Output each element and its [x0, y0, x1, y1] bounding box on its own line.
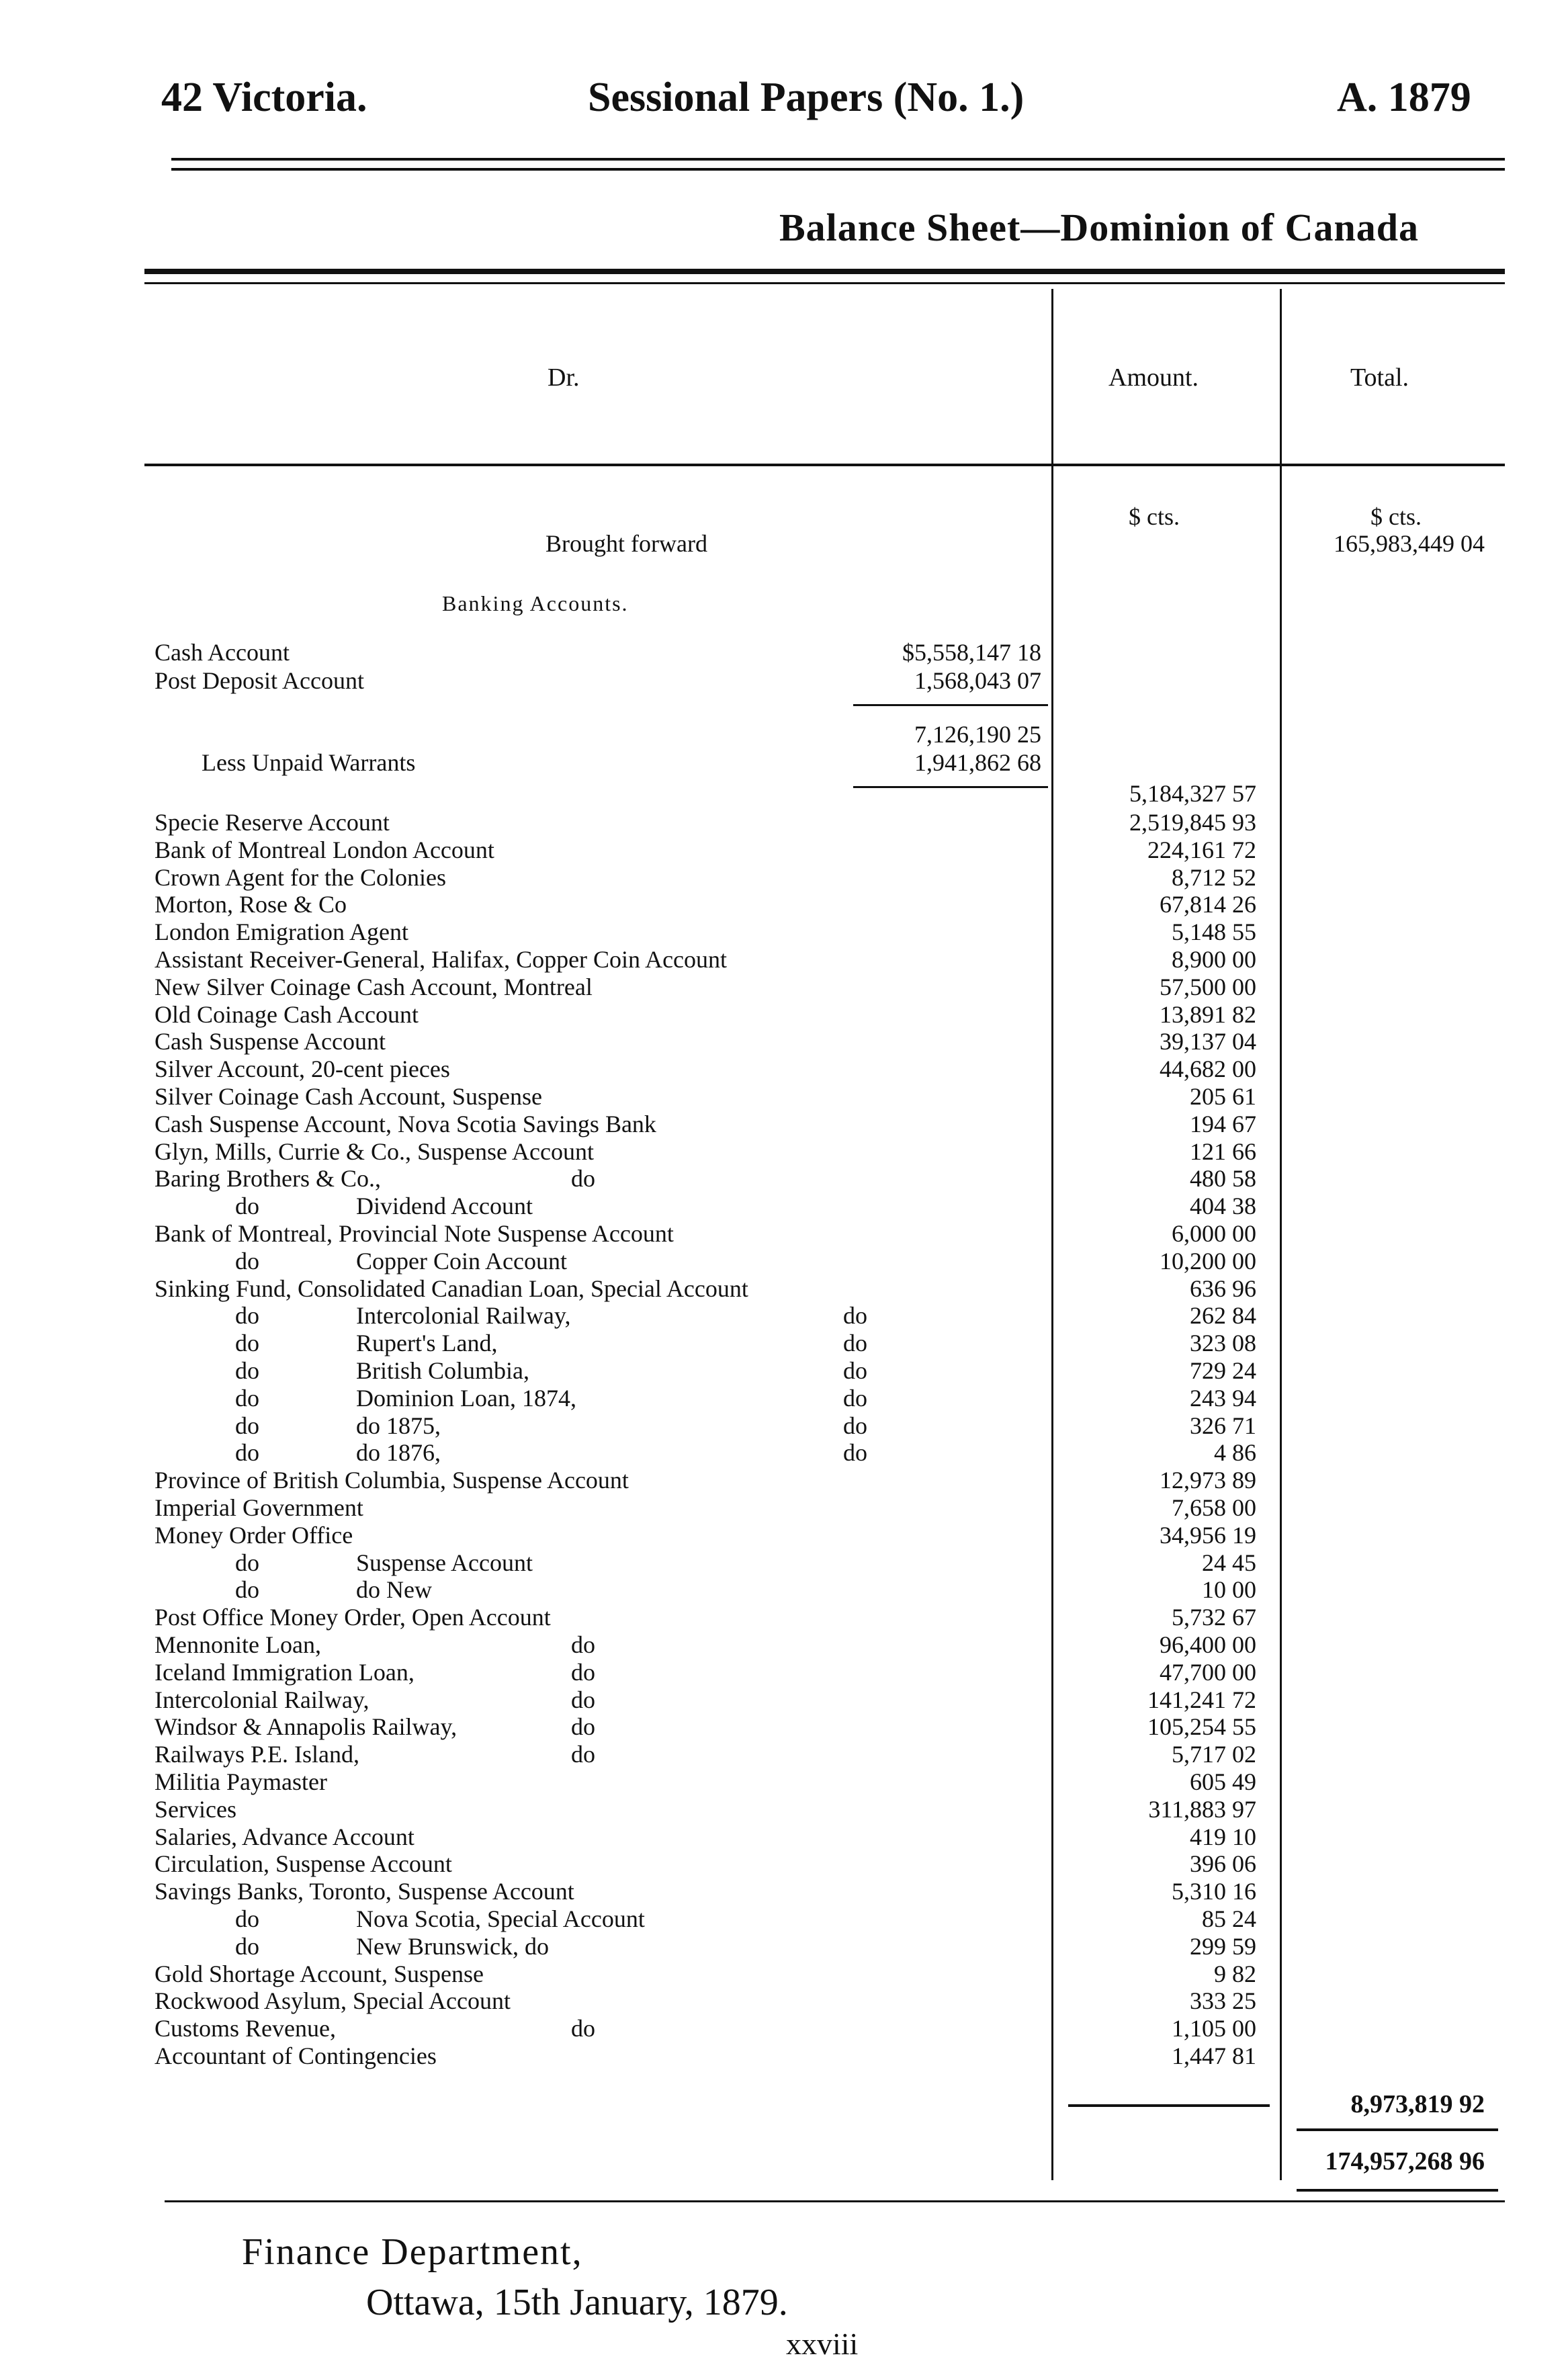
- account-row: [155, 864, 1568, 891]
- account-sublabel-ditto: do: [843, 1412, 867, 1439]
- account-sublabel: do 1876,: [356, 1439, 441, 1467]
- account-label: Province of British Columbia, Suspense Account: [155, 1467, 629, 1494]
- account-row: [155, 1960, 1568, 1987]
- bottom-rule: [165, 2200, 1505, 2202]
- account-amount: 5,717 02: [1172, 1741, 1256, 1768]
- account-amount: 1,447 81: [1172, 2042, 1256, 2069]
- account-label: Mennonite Loan,: [155, 1631, 321, 1658]
- account-sublabel-ditto: do: [843, 1302, 867, 1330]
- account-label: Baring Brothers & Co.,: [155, 1165, 381, 1193]
- account-sublabel: do: [571, 1713, 595, 1741]
- account-row: [155, 1987, 1568, 2014]
- account-row: [155, 1713, 1568, 1740]
- account-sublabel: Dominion Loan, 1874,: [356, 1384, 576, 1412]
- account-row: [155, 2042, 1568, 2069]
- column-amount: Amount.: [1108, 363, 1199, 392]
- account-amount: 13,891 82: [1160, 1000, 1256, 1028]
- account-label: do: [235, 1247, 259, 1275]
- banking-net: 5,184,327 57: [1129, 780, 1256, 807]
- account-row: [155, 1522, 1568, 1549]
- account-label: do: [235, 1549, 259, 1576]
- brought-forward-total: 165,983,449 04: [1334, 530, 1485, 557]
- account-row: [155, 1494, 1568, 1521]
- post-deposit-value: 1,568,043 07: [914, 667, 1041, 694]
- account-sublabel: British Columbia,: [356, 1357, 530, 1384]
- account-row: [155, 1248, 1568, 1275]
- account-label: Railways P.E. Island,: [155, 1741, 359, 1768]
- account-label: do: [235, 1576, 259, 1604]
- account-sublabel: do: [571, 1165, 595, 1193]
- grand-total-rule: [1297, 2189, 1498, 2192]
- account-amount: 10 00: [1202, 1576, 1256, 1604]
- account-row: [155, 1275, 1568, 1302]
- account-sublabel: New Brunswick, do: [356, 1932, 549, 1960]
- account-amount: 7,658 00: [1172, 1494, 1256, 1521]
- account-amount: 57,500 00: [1160, 973, 1256, 1000]
- account-label: Rockwood Asylum, Special Account: [155, 1987, 511, 2015]
- account-row: [155, 1302, 1568, 1329]
- account-amount: 34,956 19: [1160, 1521, 1256, 1549]
- account-amount: 404 38: [1190, 1193, 1256, 1220]
- account-amount: 39,137 04: [1160, 1028, 1256, 1055]
- account-label: Sinking Fund, Consolidated Canadian Loan, Special Account: [155, 1275, 748, 1302]
- account-amount: 5,732 67: [1172, 1604, 1256, 1631]
- unpaid-warrants-label: Less Unpaid Warrants: [202, 749, 416, 776]
- account-sublabel: do New: [356, 1576, 432, 1604]
- account-amount: 44,682 00: [1160, 1055, 1256, 1083]
- account-label: Old Coinage Cash Account: [155, 1000, 419, 1028]
- account-sublabel: Dividend Account: [356, 1193, 533, 1220]
- account-label: Bank of Montreal London Account: [155, 836, 494, 863]
- account-row: [155, 1357, 1568, 1384]
- account-amount: 5,148 55: [1172, 918, 1256, 946]
- account-amount: 47,700 00: [1160, 1658, 1256, 1686]
- account-row: [155, 1768, 1568, 1795]
- account-row: [155, 1659, 1568, 1686]
- account-label: Windsor & Annapolis Railway,: [155, 1713, 458, 1741]
- account-amount: 8,712 52: [1172, 863, 1256, 891]
- brought-forward-label: Brought forward: [546, 530, 707, 557]
- account-amount: 5,310 16: [1172, 1878, 1256, 1905]
- account-row: [155, 2015, 1568, 2042]
- account-row: [155, 1823, 1568, 1850]
- amount-units: $ cts.: [1129, 503, 1180, 530]
- account-sublabel: do: [571, 1686, 595, 1713]
- account-sublabel: Intercolonial Railway,: [356, 1302, 571, 1330]
- account-sublabel-ditto: do: [843, 1357, 867, 1384]
- account-sublabel: do: [571, 1631, 595, 1658]
- account-amount: 67,814 26: [1160, 891, 1256, 918]
- account-amount: 105,254 55: [1147, 1713, 1256, 1741]
- account-sublabel: do: [571, 2015, 595, 2042]
- account-row: [155, 1850, 1568, 1877]
- account-amount: 262 84: [1190, 1302, 1256, 1330]
- account-sublabel: do 1875,: [356, 1412, 441, 1439]
- banking-sum: 7,126,190 25: [914, 721, 1041, 748]
- account-amount: 2,519,845 93: [1129, 809, 1256, 836]
- account-row: [155, 1111, 1568, 1137]
- account-label: Services: [155, 1795, 236, 1823]
- account-row: [155, 1385, 1568, 1412]
- account-label: Silver Account, 20-cent pieces: [155, 1055, 450, 1083]
- account-sublabel: Copper Coin Account: [356, 1247, 567, 1275]
- account-sublabel: do: [571, 1741, 595, 1768]
- account-label: Imperial Government: [155, 1494, 363, 1521]
- account-label: do: [235, 1905, 259, 1932]
- account-label: Gold Shortage Account, Suspense: [155, 1960, 484, 1987]
- banking-sum-rule: [853, 704, 1048, 706]
- account-amount: 224,161 72: [1147, 836, 1256, 863]
- account-amount: 205 61: [1190, 1083, 1256, 1110]
- account-amount: 1,105 00: [1172, 2015, 1256, 2042]
- account-row: [155, 1028, 1568, 1055]
- column-head-rule: [144, 464, 1505, 466]
- account-label: do: [235, 1384, 259, 1412]
- account-amount: 729 24: [1190, 1357, 1256, 1384]
- account-label: Savings Banks, Toronto, Suspense Account: [155, 1878, 574, 1905]
- account-row: [155, 1083, 1568, 1110]
- title-rule: [144, 269, 1505, 274]
- account-row: [155, 1933, 1568, 1960]
- banking-net-rule: [853, 786, 1048, 788]
- account-label: Post Office Money Order, Open Account: [155, 1604, 551, 1631]
- header-rule-bottom: [171, 168, 1505, 171]
- subtotal: 8,973,819 92: [1350, 2090, 1485, 2118]
- account-row: [155, 1412, 1568, 1439]
- account-row: [155, 1138, 1568, 1165]
- footer-department: Finance Department,: [242, 2231, 583, 2273]
- account-amount: 121 66: [1190, 1137, 1256, 1165]
- account-label: Iceland Immigration Loan,: [155, 1658, 415, 1686]
- account-row: [155, 1165, 1568, 1192]
- account-row: [155, 1741, 1568, 1768]
- account-amount: 419 10: [1190, 1823, 1256, 1850]
- header-left: 42 Victoria.: [161, 75, 367, 120]
- account-amount: 311,883 97: [1148, 1795, 1256, 1823]
- account-label: Salaries, Advance Account: [155, 1823, 415, 1850]
- header-center: Sessional Papers (No. 1.): [588, 75, 1025, 120]
- account-row: [155, 918, 1568, 945]
- account-label: Intercolonial Railway,: [155, 1686, 369, 1713]
- account-row: [155, 1220, 1568, 1247]
- account-label: Accountant of Contingencies: [155, 2042, 437, 2069]
- account-row: [155, 1193, 1568, 1219]
- account-sublabel-ditto: do: [843, 1439, 867, 1467]
- account-row: [155, 1549, 1568, 1576]
- account-amount: 605 49: [1190, 1768, 1256, 1795]
- account-label: Specie Reserve Account: [155, 809, 390, 836]
- account-amount: 12,973 89: [1160, 1467, 1256, 1494]
- account-amount: 636 96: [1190, 1275, 1256, 1302]
- account-amount: 194 67: [1190, 1110, 1256, 1137]
- account-label: Cash Suspense Account, Nova Scotia Savings Bank: [155, 1110, 656, 1137]
- page-title: Balance Sheet—Dominion of Canada: [779, 206, 1420, 249]
- account-label: do: [235, 1302, 259, 1330]
- account-row: [155, 1001, 1568, 1028]
- account-label: Silver Coinage Cash Account, Suspense: [155, 1083, 542, 1110]
- account-row: [155, 1905, 1568, 1932]
- account-amount: 8,900 00: [1172, 946, 1256, 973]
- header-rule-top: [171, 158, 1505, 161]
- grand-total: 174,957,268 96: [1325, 2147, 1485, 2175]
- account-label: Money Order Office: [155, 1521, 353, 1549]
- account-amount: 480 58: [1190, 1165, 1256, 1193]
- account-amount: 10,200 00: [1160, 1247, 1256, 1275]
- account-row: [155, 1055, 1568, 1082]
- account-label: Cash Suspense Account: [155, 1028, 386, 1055]
- header-right: A. 1879: [1337, 75, 1471, 120]
- account-amount: 24 45: [1202, 1549, 1256, 1576]
- account-label: do: [235, 1439, 259, 1467]
- account-label: London Emigration Agent: [155, 918, 408, 946]
- account-label: Morton, Rose & Co: [155, 891, 347, 918]
- column-total: Total.: [1350, 363, 1409, 392]
- account-row: [155, 946, 1568, 973]
- account-amount: 141,241 72: [1147, 1686, 1256, 1713]
- account-row: [155, 809, 1568, 836]
- account-label: Crown Agent for the Colonies: [155, 863, 446, 891]
- account-label: do: [235, 1330, 259, 1357]
- footer-place-date: Ottawa, 15th January, 1879.: [366, 2282, 788, 2323]
- account-row: [155, 1631, 1568, 1658]
- account-row: [155, 1467, 1568, 1494]
- account-amount: 323 08: [1190, 1330, 1256, 1357]
- account-label: Bank of Montreal, Provincial Note Suspense Account: [155, 1220, 674, 1247]
- subtotal-rule: [1297, 2128, 1498, 2131]
- account-row: [155, 836, 1568, 863]
- post-deposit-label: Post Deposit Account: [155, 667, 364, 694]
- banking-heading: Banking Accounts.: [442, 591, 629, 615]
- total-units: $ cts.: [1370, 503, 1422, 530]
- account-amount: 6,000 00: [1172, 1220, 1256, 1247]
- account-label: New Silver Coinage Cash Account, Montreal: [155, 973, 593, 1000]
- account-sublabel: Nova Scotia, Special Account: [356, 1905, 645, 1932]
- account-amount: 396 06: [1190, 1850, 1256, 1878]
- account-label: do: [235, 1193, 259, 1220]
- account-sublabel: do: [571, 1658, 595, 1686]
- account-amount: 9 82: [1214, 1960, 1256, 1987]
- column-dr: Dr.: [548, 363, 580, 392]
- account-row: [155, 974, 1568, 1000]
- account-sublabel-ditto: do: [843, 1330, 867, 1357]
- account-label: Assistant Receiver-General, Halifax, Copper Coin Account: [155, 946, 728, 973]
- account-row: [155, 1604, 1568, 1631]
- account-row: [155, 1439, 1568, 1466]
- page-number: xxviii: [786, 2327, 859, 2361]
- account-row: [155, 1330, 1568, 1356]
- account-amount: 96,400 00: [1160, 1631, 1256, 1658]
- title-rule-thin: [144, 282, 1505, 284]
- account-label: Circulation, Suspense Account: [155, 1850, 452, 1878]
- account-row: [155, 891, 1568, 918]
- account-label: do: [235, 1412, 259, 1439]
- account-sublabel: Suspense Account: [356, 1549, 533, 1576]
- account-amount: 326 71: [1190, 1412, 1256, 1439]
- cash-account-value: $5,558,147 18: [902, 639, 1041, 666]
- account-sublabel: Rupert's Land,: [356, 1330, 498, 1357]
- account-amount: 299 59: [1190, 1932, 1256, 1960]
- account-label: Customs Revenue,: [155, 2015, 336, 2042]
- account-amount: 4 86: [1214, 1439, 1256, 1467]
- account-row: [155, 1686, 1568, 1713]
- account-row: [155, 1576, 1568, 1603]
- account-label: Militia Paymaster: [155, 1768, 327, 1795]
- account-label: do: [235, 1357, 259, 1384]
- cash-account-label: Cash Account: [155, 639, 290, 666]
- account-label: do: [235, 1932, 259, 1960]
- account-label: Glyn, Mills, Currie & Co., Suspense Account: [155, 1137, 594, 1165]
- account-row: [155, 1796, 1568, 1823]
- account-row: [155, 1878, 1568, 1905]
- amount-total-rule: [1068, 2104, 1270, 2107]
- account-amount: 85 24: [1202, 1905, 1256, 1932]
- account-amount: 333 25: [1190, 1987, 1256, 2015]
- account-amount: 243 94: [1190, 1384, 1256, 1412]
- account-sublabel-ditto: do: [843, 1384, 867, 1412]
- unpaid-warrants-value: 1,941,862 68: [914, 749, 1041, 776]
